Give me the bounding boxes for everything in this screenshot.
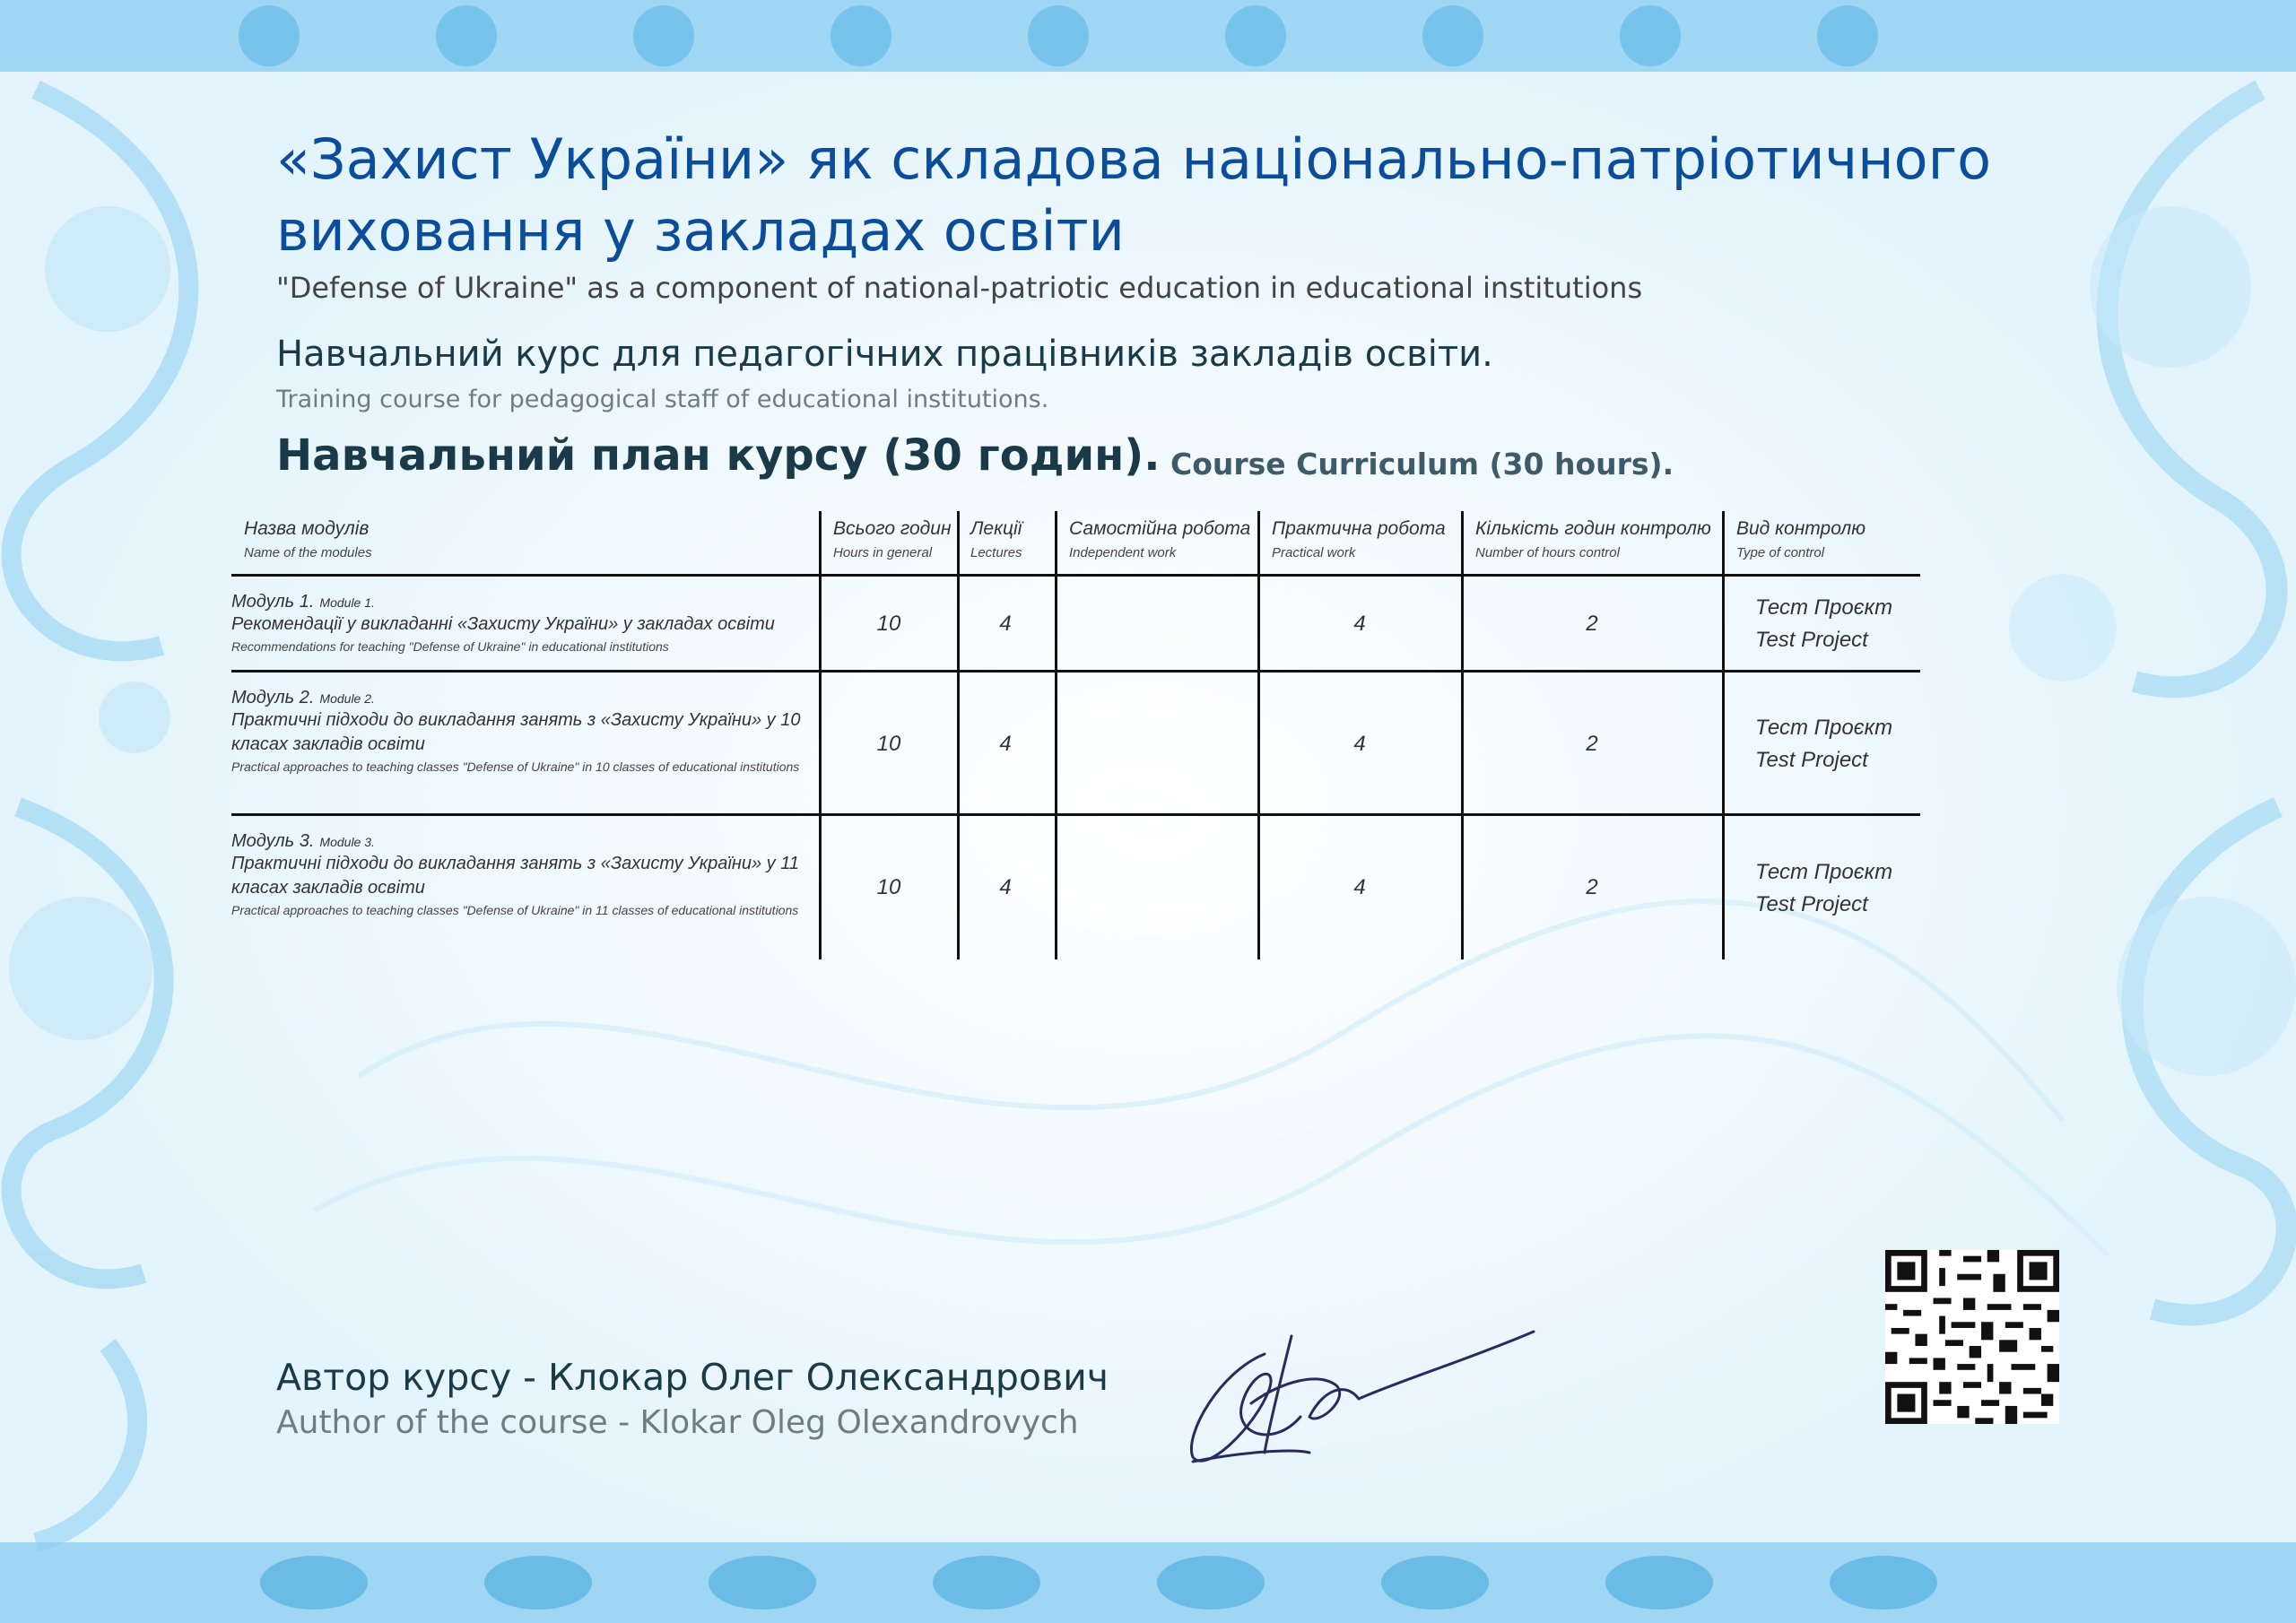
total-hours-cell: 10 xyxy=(876,875,901,899)
column-header-practical: Практична робота Practical work xyxy=(1272,518,1446,560)
practical-cell: 4 xyxy=(1353,732,1366,756)
control-type-cell: Тест Проєкт Test Project xyxy=(1755,595,1893,652)
module-name-cell: Модуль 2. Module 2. Практичні підходи до викладання занять з «Захисту України» у 10 класах закладів освіти Practical approaches to teaching classes "Defense of Ukraine" in 10 classes of educational institutions xyxy=(231,688,801,774)
column-header-control-hours: Кількість годин контролю Number of hours control xyxy=(1475,518,1711,560)
table-rule xyxy=(231,670,1920,673)
table-divider xyxy=(1722,511,1725,959)
column-header-lectures: Лекції Lectures xyxy=(970,518,1022,560)
author-name: Автор курсу - Клокар Олег Олександрович xyxy=(276,1356,1109,1399)
curriculum-heading-english: Course Curriculum (30 hours). xyxy=(1170,447,1674,482)
practical-cell: 4 xyxy=(1353,875,1366,899)
lectures-cell: 4 xyxy=(999,612,1012,636)
table-rule xyxy=(231,813,1920,816)
module-name-cell: Модуль 3. Module 3. Практичні підходи до викладання занять з «Захисту України» у 11 класах закладів освіти Practical approaches to teaching classes "Defense of Ukraine" in 11 classes of educational institutions xyxy=(231,831,799,917)
table-divider xyxy=(1257,511,1260,959)
column-header-module: Назва модулів Name of the modules xyxy=(244,518,372,560)
author-name-english: Author of the course - Klokar Oleg Olexandrovych xyxy=(276,1404,1079,1441)
control-type-cell: Тест Проєкт Test Project xyxy=(1755,716,1893,772)
curriculum-heading: Навчальний план курсу (30 годин). xyxy=(276,430,1161,481)
page-title: «Захист України» як складова національно-патріотичного виховання у закладах освіти xyxy=(276,126,1992,264)
column-header-control-type: Вид контролю Type of control xyxy=(1736,518,1866,560)
table-divider xyxy=(1461,511,1464,959)
course-subtitle: Навчальний курс для педагогічних працівників закладів освіти. xyxy=(276,334,1493,375)
table-divider xyxy=(1055,511,1057,959)
page-title-english: "Defense of Ukraine" as a component of national-patriotic education in educational institutions xyxy=(276,271,1643,305)
control-type-cell: Тест Проєкт Test Project xyxy=(1755,860,1893,916)
lectures-cell: 4 xyxy=(999,732,1012,756)
module-name-cell: Модуль 1. Module 1. Рекомендації у викладанні «Захисту України» у закладах освіти Recommendations for teaching "Defense of Ukraine" in educational institutions xyxy=(231,592,775,654)
lectures-cell: 4 xyxy=(999,875,1012,899)
control-hours-cell: 2 xyxy=(1586,875,1598,899)
practical-cell: 4 xyxy=(1353,612,1366,636)
total-hours-cell: 10 xyxy=(876,732,901,756)
table-divider xyxy=(957,511,960,959)
signature-icon xyxy=(1166,1318,1561,1471)
control-hours-cell: 2 xyxy=(1586,732,1598,756)
table-rule xyxy=(231,574,1920,577)
qr-code-icon xyxy=(1885,1250,2059,1424)
total-hours-cell: 10 xyxy=(876,612,901,636)
column-header-total: Всього годин Hours in general xyxy=(833,518,952,560)
table-divider xyxy=(819,511,822,959)
control-hours-cell: 2 xyxy=(1586,612,1598,636)
course-subtitle-english: Training course for pedagogical staff of educational institutions. xyxy=(276,386,1049,413)
column-header-independent: Самостійна робота Independent work xyxy=(1069,518,1251,560)
